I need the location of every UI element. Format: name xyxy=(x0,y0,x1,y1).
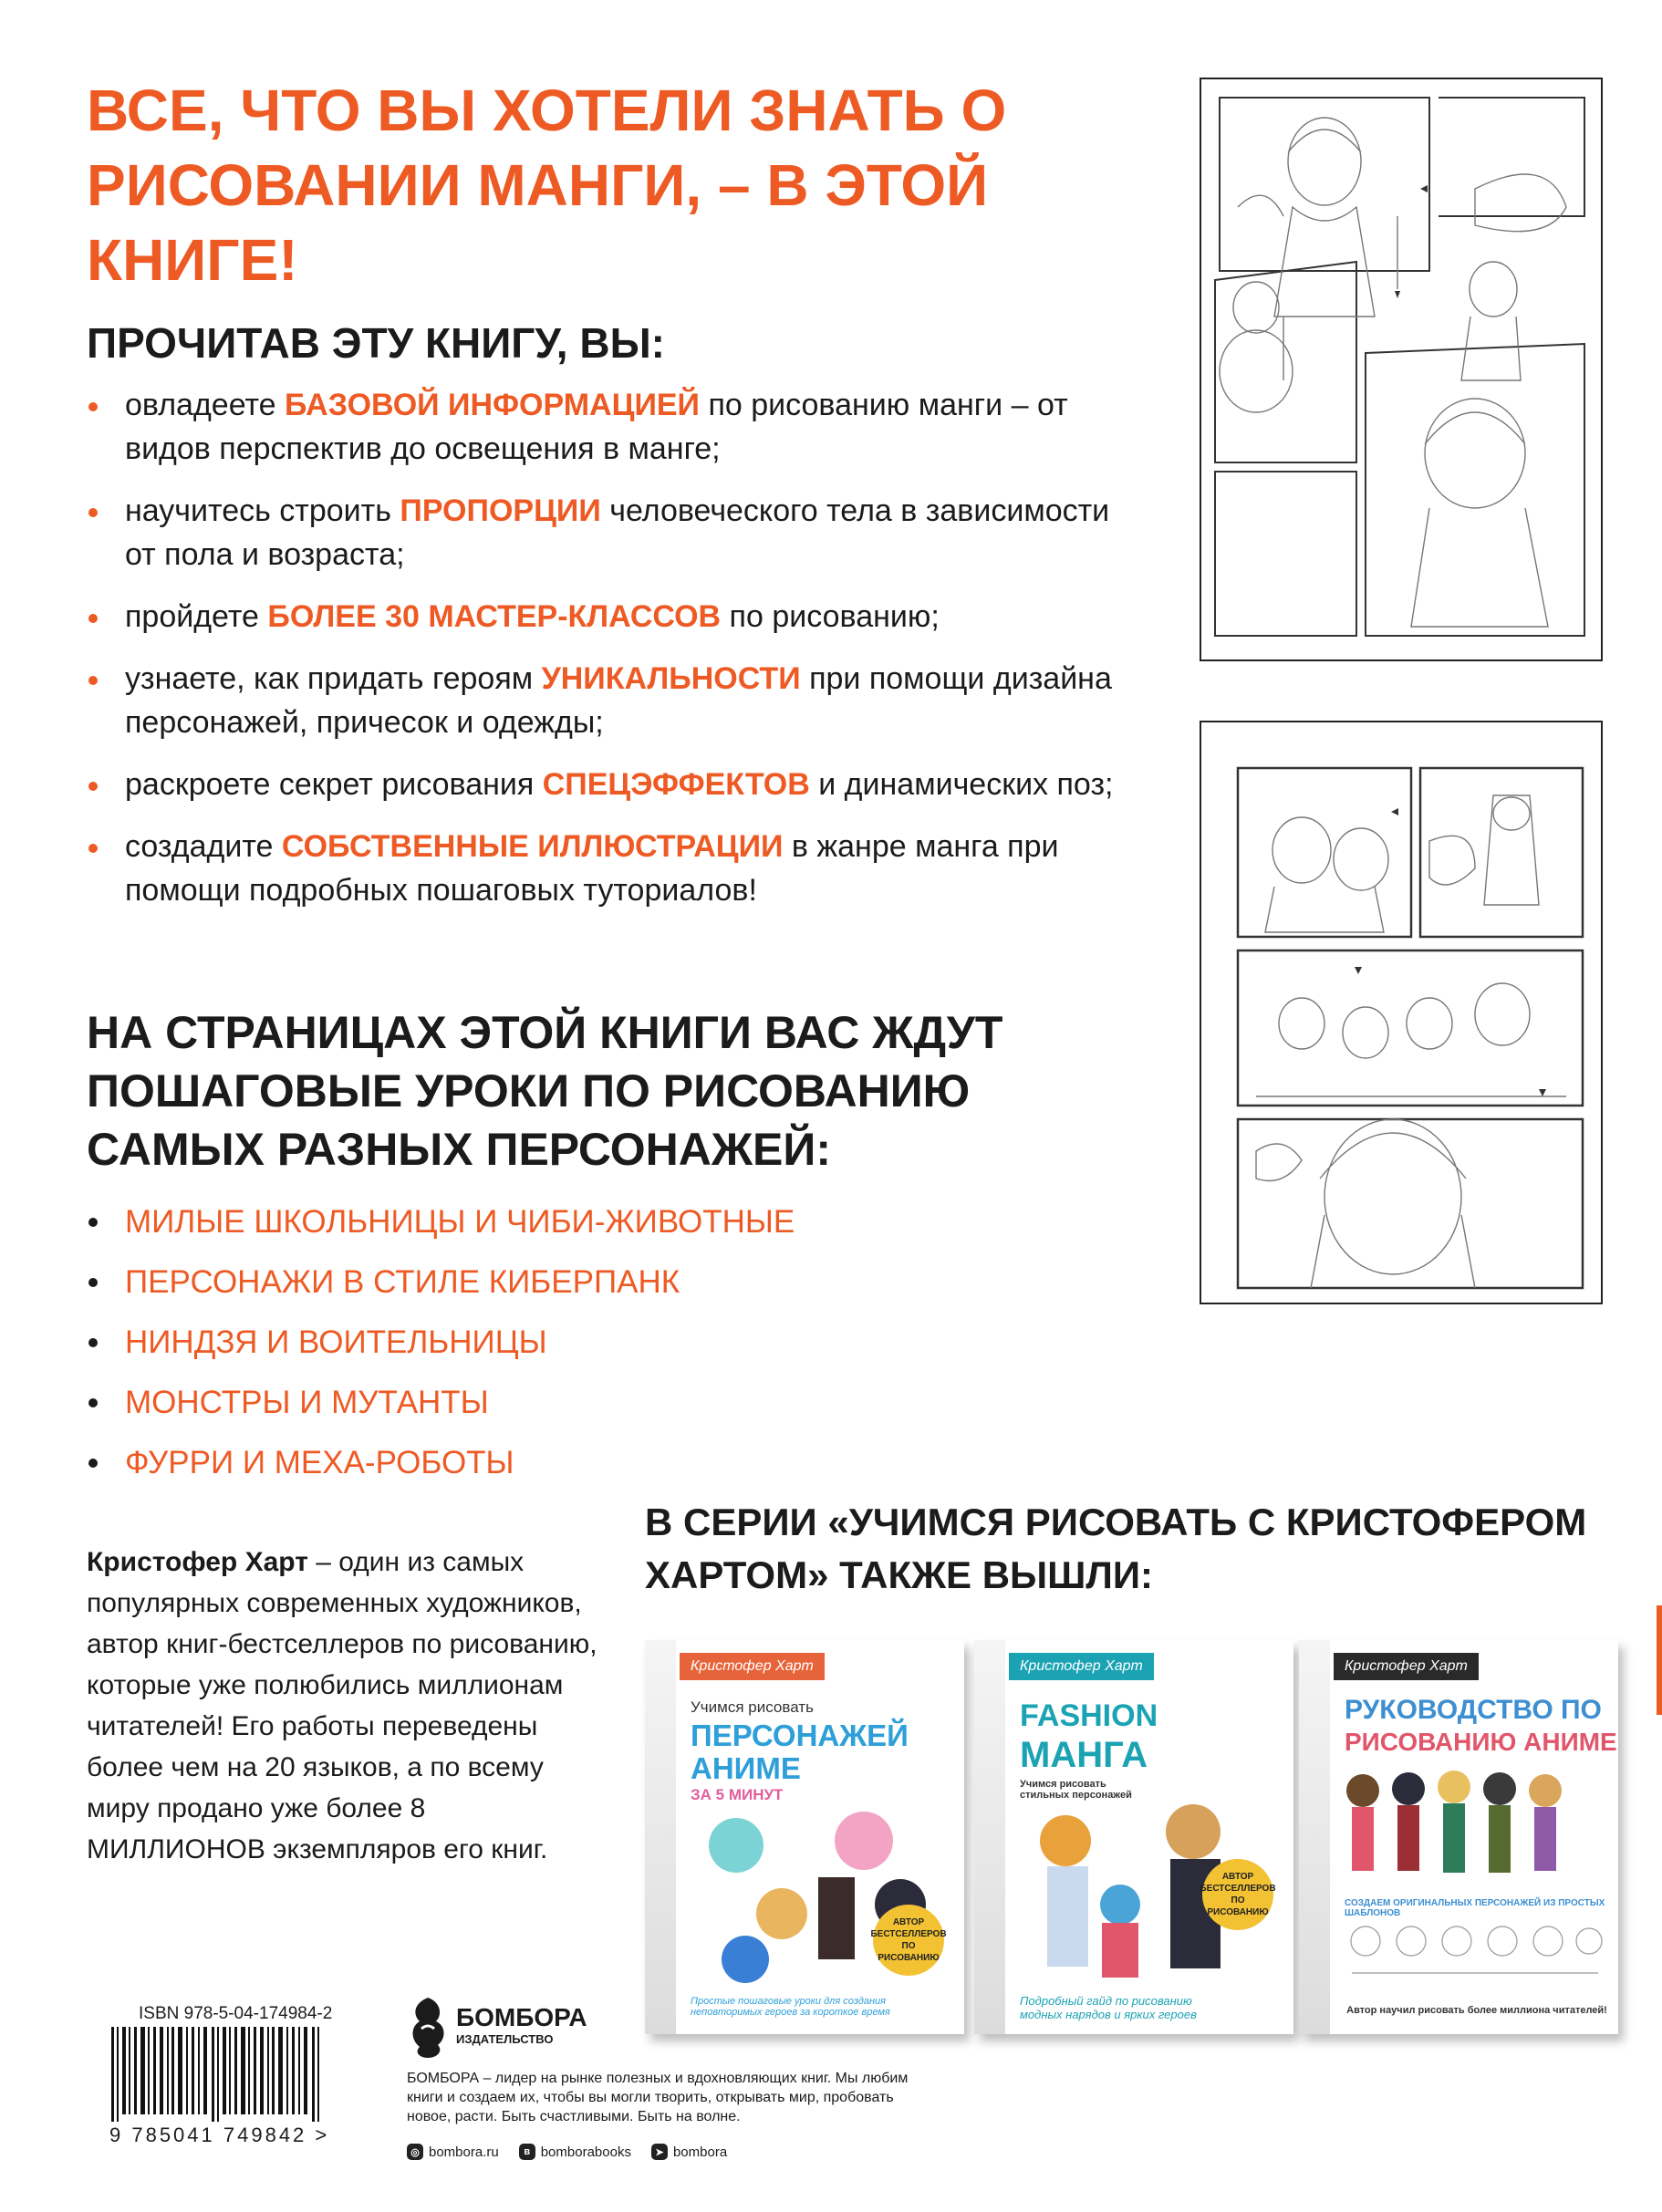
bullet-icon xyxy=(88,1398,98,1407)
book-cover-2 xyxy=(974,1640,1293,2034)
publisher-description: БОМБОРА – лидер на рынке полезных и вдохновляющих книг. Мы любим книги и создаем их, чтобы вы могли творить, открывать мир, пробовать новое, расти. Быть счастливыми. Быть на волне. xyxy=(407,2071,909,2124)
book-title-line-1: FASHION xyxy=(1020,1698,1158,1733)
headline: ВСЕ, ЧТО ВЫ ХОТЕЛИ ЗНАТЬ О РИСОВАНИИ МАНГИ, – В ЭТОЙ КНИГЕ! xyxy=(87,78,1007,293)
manga-sketch-page-2 xyxy=(1200,721,1603,1304)
book-title-line-2: МАНГА xyxy=(1020,1735,1148,1775)
vk-icon: в xyxy=(519,2144,535,2160)
website-link[interactable]: ◎ bombora.ru xyxy=(407,2144,499,2160)
book-illustration xyxy=(1335,1763,1609,1891)
bullet-icon xyxy=(88,1278,98,1287)
author-name: Кристофер Харт xyxy=(87,1547,308,1577)
bullet-icon xyxy=(88,1459,98,1468)
bullet-icon xyxy=(88,402,98,411)
barcode-number: 9 785041 749842 > xyxy=(109,2124,330,2146)
benefit-item: научитесь строить ПРОПОРЦИИ человеческого тела в зависимости от пола и возраста; xyxy=(87,489,1117,576)
globe-icon: ◎ xyxy=(407,2144,423,2160)
isbn: ISBN 978-5-04-174984-2 xyxy=(139,2004,333,2023)
bullet-icon xyxy=(88,844,98,853)
bullet-icon xyxy=(88,782,98,791)
cover-edge-stripe xyxy=(1657,1605,1662,1715)
book-badge: АВТОР БЕСТСЕЛЛЕРОВ ПО РИСОВАНИЮ xyxy=(873,1905,944,1976)
book-title-line-1: ПЕРСОНАЖЕЙ xyxy=(691,1719,909,1752)
benefits-title: ПРОЧИТАВ ЭТУ КНИГУ, ВЫ: xyxy=(87,319,665,367)
messenger-link[interactable]: ➤ bombora xyxy=(651,2144,727,2160)
bullet-icon xyxy=(88,676,98,685)
book-author: Кристофер Харт xyxy=(1009,1653,1154,1680)
book-tagline: Автор научил рисовать более миллиона читателей! xyxy=(1346,2005,1607,2016)
bullet-icon xyxy=(88,614,98,623)
book-subtitle: ЗА 5 МИНУТ xyxy=(691,1786,784,1803)
bombora-logo-icon xyxy=(407,1996,449,2060)
book-cover-3 xyxy=(1299,1640,1618,2034)
benefit-item: пройдете БОЛЕЕ 30 МАСТЕР-КЛАССОВ по рисованию; xyxy=(87,595,1117,639)
bullet-icon xyxy=(88,508,98,517)
book-tagline: Простые пошаговые уроки для создания неповторимых героев за короткое время xyxy=(691,1996,890,2018)
character-item: МИЛЫЕ ШКОЛЬНИЦЫ И ЧИБИ-ЖИВОТНЫЕ xyxy=(87,1202,795,1242)
character-item: НИНДЗЯ И ВОИТЕЛЬНИЦЫ xyxy=(87,1323,795,1363)
book-sketches xyxy=(1343,1918,1607,1991)
book-badge: АВТОР БЕСТСЕЛЛЕРОВ ПО РИСОВАНИЮ xyxy=(1202,1859,1273,1930)
manga-sketch-1 xyxy=(1201,79,1601,659)
social-links xyxy=(407,2144,727,2160)
book-subtitle: СОЗДАЕМ ОРИГИНАЛЬНЫХ ПЕРСОНАЖЕЙ ИЗ ПРОСТЫХ ШАБЛОНОВ xyxy=(1345,1898,1605,1918)
author-bio: Кристофер Харт – один из самых популярных современных художников, автор книг-бестселлеров по рисованию, которые уже полюбились миллионам читателей! Его работы переведены более чем на 20 языков, а по всему миру продано уже более 8 МИЛЛИОНОВ экземпляров его книг. xyxy=(87,1547,597,1864)
publisher-subtitle: ИЗДАТЕЛЬСТВО xyxy=(456,2032,554,2046)
book-author: Кристофер Харт xyxy=(1334,1653,1479,1680)
character-list xyxy=(87,1202,795,1503)
manga-sketch-page-1 xyxy=(1200,78,1603,661)
benefit-item: узнаете, как придать героям УНИКАЛЬНОСТИ при помощи дизайна персонажей, причесок и одежды; xyxy=(87,657,1117,744)
telegram-icon: ➤ xyxy=(651,2144,668,2160)
vk-link[interactable]: в bomborabooks xyxy=(519,2144,631,2160)
character-item: ПЕРСОНАЖИ В СТИЛЕ КИБЕРПАНК xyxy=(87,1262,795,1303)
barcode-icon xyxy=(109,2027,338,2122)
benefit-item: овладеете БАЗОВОЙ ИНФОРМАЦИЕЙ по рисованию манги – от видов перспектив до освещения в манге; xyxy=(87,383,1117,471)
book-tagline: Подробный гайд по рисованию модных нарядов и ярких героев xyxy=(1020,1994,1197,2021)
benefit-item: создадите СОБСТВЕННЫЕ ИЛЛЮСТРАЦИИ в жанре манга при помощи подробных пошаговых туториалов! xyxy=(87,825,1117,912)
lessons-title: НА СТРАНИЦАХ ЭТОЙ КНИГИ ВАС ЖДУТ ПОШАГОВЫЕ УРОКИ ПО РИСОВАНИЮ САМЫХ РАЗНЫХ ПЕРСОНАЖЕЙ: xyxy=(87,1007,1003,1175)
book-kicker: Учимся рисовать xyxy=(691,1698,814,1716)
benefit-item: раскроете секрет рисования СПЕЦЭФФЕКТОВ и динамических поз; xyxy=(87,763,1117,806)
series-title: В СЕРИИ «УЧИМСЯ РИСОВАТЬ С КРИСТОФЕРОМ ХАРТОМ» ТАКЖЕ ВЫШЛИ: xyxy=(645,1501,1587,1596)
character-item: МОНСТРЫ И МУТАНТЫ xyxy=(87,1383,795,1423)
book-author: Кристофер Харт xyxy=(680,1653,825,1680)
book-spine xyxy=(1299,1640,1330,2034)
book-spine xyxy=(645,1640,676,2034)
benefits-list xyxy=(87,383,1117,930)
bullet-icon xyxy=(88,1338,98,1347)
book-subtitle: Учимся рисовать стильных персонажей xyxy=(1020,1779,1132,1801)
bullet-icon xyxy=(88,1218,98,1227)
book-title-line-2: АНИМЕ xyxy=(691,1751,801,1785)
book-cover-1 xyxy=(645,1640,964,2034)
manga-sketch-2 xyxy=(1201,722,1601,1303)
character-item: ФУРРИ И МЕХА-РОБОТЫ xyxy=(87,1443,795,1483)
book-spine xyxy=(974,1640,1005,2034)
book-title-line-1: РУКОВОДСТВО ПО xyxy=(1345,1695,1602,1725)
book-title-line-2: РИСОВАНИЮ АНИМЕ xyxy=(1345,1728,1617,1756)
publisher-name: БОМБОРА xyxy=(456,2003,587,2031)
